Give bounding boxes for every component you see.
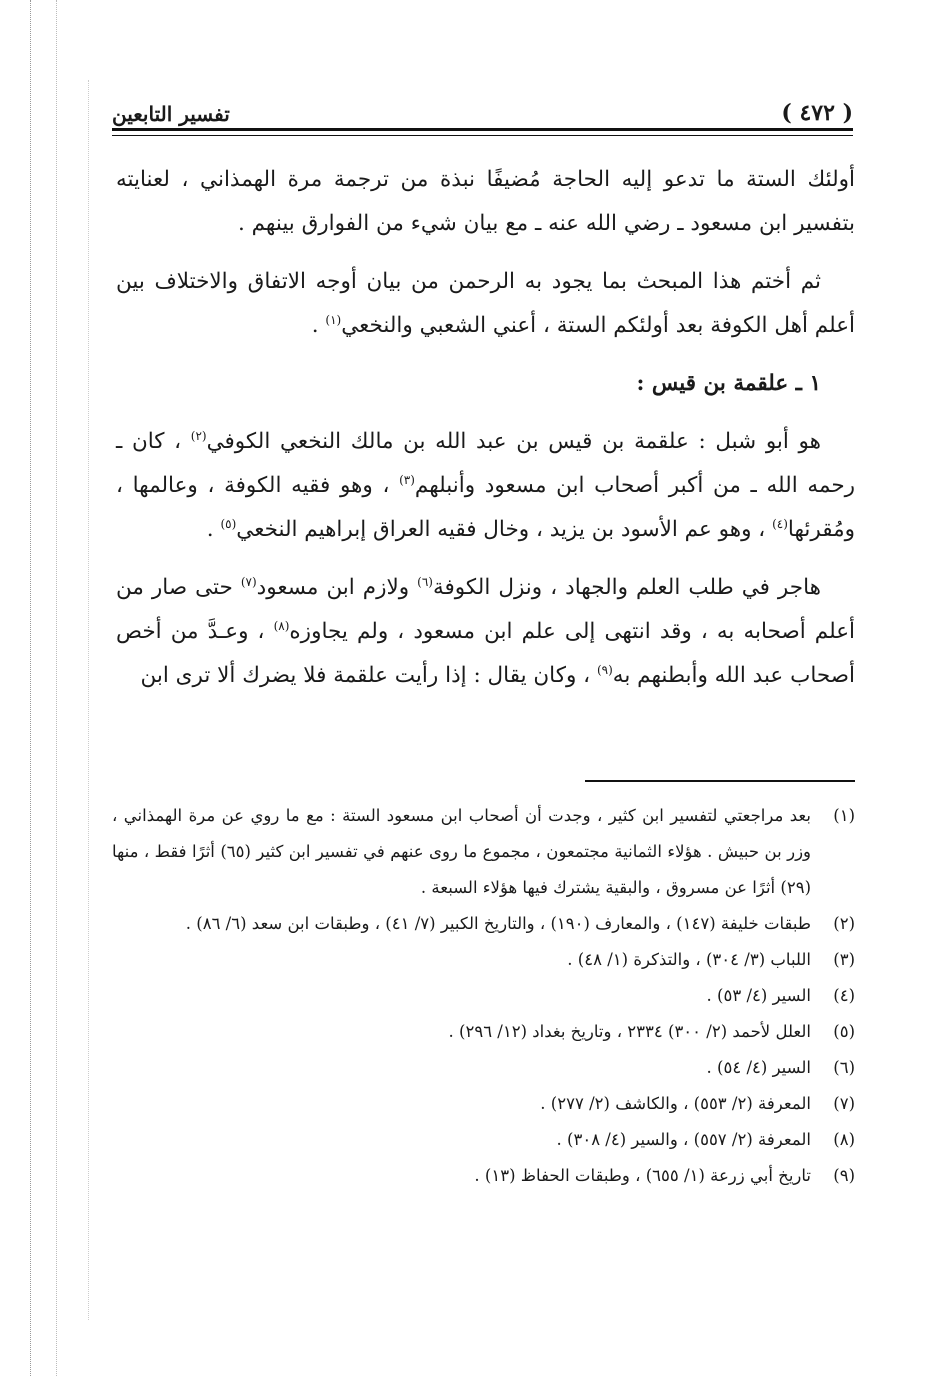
paragraph-text: هاجر في طلب العلم والجهاد ، ونزل الكوفة	[432, 575, 821, 600]
paragraph-text: ثم أختم هذا المبحث بما يجود به الرحمن من بيان أوجه الاتفاق والاختلاف بين أعلم أهل الكوفة بعد أولئكم الستة ، أعني الشعبي والنخعي	[116, 269, 855, 338]
paragraph-text: ، وهو فقيه الكوفة ، وعالمها ، ومُقرئها	[116, 473, 855, 542]
paragraph-text: أولئك الستة ما تدعو إليه الحاجة مُضيفًا نبذة من ترجمة مرة الهمذاني ، لعنايته بتفسير ابن مسعود ـ رضي الله عنه ـ مع بيان شيء من الفوارق بينهم .	[116, 167, 855, 236]
footnote-item	[112, 1086, 855, 1122]
footnote-number: (٤)	[833, 986, 855, 1005]
footnote-item	[112, 1050, 855, 1086]
paragraph-text: .	[311, 313, 326, 338]
footnote-item	[112, 942, 855, 978]
footnote-ref: (٧)	[240, 574, 257, 589]
footnote-item	[112, 978, 855, 1014]
header-rule	[112, 128, 853, 131]
paragraph-text: ، وعـدَّ من أخص أصحاب عبد الله وأبطنهم به	[116, 619, 855, 688]
footnote-number: (٩)	[833, 1166, 855, 1185]
paragraph-text: ، كان ـ رحمه الله ـ من أكبر أصحاب ابن مسعود وأنبلهم	[116, 429, 855, 498]
paragraph-text: ، وهو عم الأسود بن يزيد ، وخال فقيه العراق إبراهيم النخعي	[236, 517, 773, 542]
footnote-number: (٧)	[833, 1094, 855, 1113]
paragraph-4	[116, 566, 855, 698]
footnote-number: (٣)	[833, 950, 855, 969]
footnote-text: العلل لأحمد (٢/ ٣٠٠) ٢٣٣٤ ، وتاريخ بغداد (١٢/ ٢٩٦) .	[448, 1022, 811, 1041]
footnote-text: بعد مراجعتي لتفسير ابن كثير ، وجدت أن أصحاب ابن مسعود الستة : مع ما روي عن مرة الهمذاني ، وزر بن حبيش . هؤلاء الثمانية مجتمعون ، مجموع ما روى عنهم في تفسير ابن كثير (٦٥) أثرًا فقط ، منها (٢٩) أثرًا عن مسروق ، والبقية يشترك فيها هؤلاء السبعة .	[112, 806, 812, 897]
footnote-item	[112, 1122, 855, 1158]
footnote-text: المعرفة (٢/ ٥٥٣) ، والكاشف (٢/ ٢٧٧) .	[540, 1094, 811, 1113]
paragraph-text: .	[206, 517, 221, 542]
scan-edge-dots	[30, 0, 31, 1376]
footnote-text: طبقات خليفة (١٤٧) ، والمعارف (١٩٠) ، والتاريخ الكبير (٧/ ٤١) ، وطبقات ابن سعد (٦/ ٨٦) .	[185, 914, 811, 933]
paragraph-2	[116, 260, 855, 348]
section-heading: ١ ـ علقمة بن قيس :	[636, 371, 821, 396]
footnote-separator	[585, 780, 855, 782]
page-header	[112, 90, 853, 126]
paragraph-text: ولازم ابن مسعود	[256, 575, 418, 600]
footnotes	[112, 798, 855, 1194]
paragraph-1	[116, 158, 855, 246]
paragraph-text: ، وكان يقال : إذا رأيت علقمة فلا يضرك ألا ترى ابن	[140, 663, 597, 688]
footnote-text: السير (٤/ ٥٣) .	[706, 986, 811, 1005]
scan-edge-dots	[56, 0, 57, 1376]
header-rule-thin	[112, 135, 853, 136]
running-title: تفسير التابعين	[112, 102, 230, 126]
footnote-number: (٦)	[833, 1058, 855, 1077]
footnote-text: السير (٤/ ٥٤) .	[706, 1058, 811, 1077]
paragraph-text: هو أبو شبل : علقمة بن قيس بن عبد الله بن مالك النخعي الكوفي	[206, 429, 821, 454]
footnote-ref: (٩)	[596, 662, 613, 677]
footnote-item	[112, 906, 855, 942]
footnote-ref: (٦)	[417, 574, 433, 589]
main-text	[116, 158, 855, 712]
scan-edge-dots	[88, 80, 89, 1320]
paragraph-text: حتى صار من أعلم أصحابه به ، وقد انتهى إلى علم ابن مسعود ، ولم يجاوزه	[116, 575, 855, 644]
footnote-text: المعرفة (٢/ ٥٥٧) ، والسير (٤/ ٣٠٨) .	[556, 1130, 811, 1149]
footnote-item	[112, 1158, 855, 1194]
footnote-number: (٨)	[833, 1130, 855, 1149]
footnote-item	[112, 798, 855, 906]
paragraph-3	[116, 420, 855, 552]
footnote-text: تاريخ أبي زرعة (١/ ٦٥٥) ، وطبقات الحفاظ (١٣) .	[474, 1166, 811, 1185]
footnote-ref: (٥)	[220, 516, 237, 531]
footnote-text: اللباب (٣/ ٣٠٤) ، والتذكرة (١/ ٤٨) .	[567, 950, 811, 969]
footnote-number: (٢)	[833, 914, 855, 933]
page-number: ( ٤٧٢ )	[781, 100, 853, 126]
footnote-item	[112, 1014, 855, 1050]
footnote-number: (٥)	[833, 1022, 855, 1041]
footnote-ref: (٢)	[190, 428, 207, 443]
footnote-ref: (١)	[325, 312, 342, 327]
footnote-ref: (٣)	[399, 472, 415, 487]
footnote-ref: (٨)	[273, 618, 290, 633]
footnote-number: (١)	[833, 806, 855, 825]
footnote-ref: (٤)	[772, 516, 788, 531]
